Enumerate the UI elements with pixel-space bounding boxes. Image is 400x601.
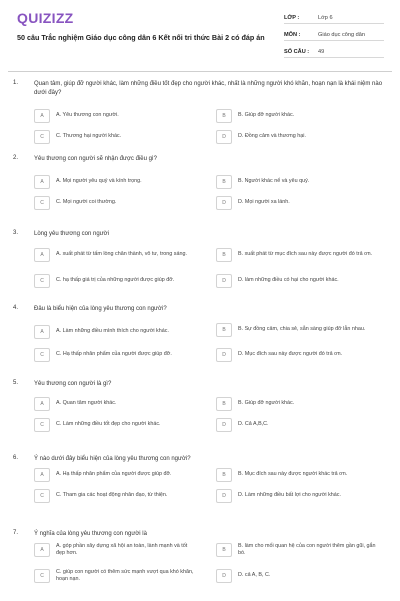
option-text: B. Người khác nể và yêu quý. — [238, 178, 310, 185]
option-text: C. giúp con người có thêm sức mạnh vượt qua khó khăn, hoạn nạn. — [56, 569, 194, 583]
option-d[interactable] — [216, 348, 376, 362]
meta-subject-label: MÔN : — [284, 32, 301, 38]
option-c[interactable] — [34, 489, 194, 503]
meta-class-value: Lớp 6 — [318, 15, 333, 21]
option-letter-box: B — [216, 248, 232, 262]
option-c[interactable] — [34, 130, 194, 144]
option-text: C. Làm những điều tốt đẹp cho người khác. — [56, 421, 161, 428]
option-d[interactable] — [216, 569, 376, 583]
option-text: C. Hạ thấp nhân phẩm của người được giúp đỡ. — [56, 351, 172, 358]
question-text: Yêu thương con người là gì? — [34, 381, 112, 387]
option-letter-box: D — [216, 569, 232, 583]
option-letter-box: B — [216, 323, 232, 337]
option-letter-box: A — [34, 175, 50, 189]
option-letter-box: A — [34, 325, 50, 339]
question-item — [0, 301, 400, 376]
option-text: C. Thương hại người khác. — [56, 133, 122, 140]
option-a[interactable] — [34, 175, 194, 189]
option-letter-box: C — [34, 489, 50, 503]
option-letter-box: C — [34, 569, 50, 583]
option-c[interactable] — [34, 274, 194, 288]
option-letter-box: D — [216, 348, 232, 362]
option-b[interactable] — [216, 175, 376, 189]
option-letter-box: D — [216, 196, 232, 210]
option-letter-box: D — [216, 418, 232, 432]
option-b[interactable] — [216, 323, 376, 337]
option-letter-box: B — [216, 397, 232, 411]
option-letter-box: D — [216, 130, 232, 144]
option-b[interactable] — [216, 248, 376, 262]
meta-panel — [284, 11, 384, 62]
option-d[interactable] — [216, 489, 376, 503]
option-letter-box: B — [216, 109, 232, 123]
option-d[interactable] — [216, 130, 376, 144]
option-letter-box: C — [34, 274, 50, 288]
option-text: C. hạ thấp giá trị của những người được giúp đỡ. — [56, 277, 175, 284]
option-text: A. xuất phát từ tấm lòng chân thành, vô tư, trong sáng. — [56, 251, 187, 258]
option-letter-box: A — [34, 543, 50, 557]
option-text: D. làm những điều có hại cho người khác. — [238, 277, 339, 284]
option-text: A. góp phần xây dựng xã hội an toàn, lành mạnh và tốt đẹp hơn. — [56, 543, 188, 557]
option-c[interactable] — [34, 196, 194, 210]
question-number: 5. — [13, 380, 19, 386]
option-text: A. Yêu thương con người. — [56, 112, 119, 119]
question-text: Yêu thương con người sẽ nhận được điều gì? — [34, 156, 157, 162]
option-text: B. xuất phát từ mục đích sau này được người đó trả ơn. — [238, 251, 373, 258]
option-d[interactable] — [216, 196, 376, 210]
option-letter-box: C — [34, 196, 50, 210]
meta-class-label: LỚP : — [284, 15, 300, 21]
question-text: Lòng yêu thương con người — [34, 231, 109, 237]
option-letter-box: A — [34, 397, 50, 411]
option-text: A. Hạ thấp nhân phẩm của người được giúp đỡ. — [56, 471, 172, 478]
option-letter-box: C — [34, 418, 50, 432]
option-letter-box: B — [216, 543, 232, 557]
worksheet-title: 50 câu Trắc nghiệm Giáo dục công dân 6 Kết nối tri thức Bài 2 có đáp án — [17, 33, 265, 42]
question-text: Ý nào dưới đây biểu hiện của lòng yêu thương con người? — [34, 456, 191, 462]
option-c[interactable] — [34, 348, 194, 362]
option-a[interactable] — [34, 325, 194, 339]
option-letter-box: A — [34, 248, 50, 262]
option-letter-box: C — [34, 348, 50, 362]
meta-count-label: SỐ CÂU : — [284, 49, 310, 55]
quizizz-logo: QUIZIZZ — [17, 10, 74, 26]
meta-row-class — [284, 11, 384, 24]
meta-subject-value: Giáo dục công dân — [318, 32, 365, 38]
question-item — [0, 151, 400, 226]
question-item — [0, 451, 400, 526]
option-letter-box: D — [216, 274, 232, 288]
question-list — [0, 76, 400, 601]
option-b[interactable] — [216, 468, 376, 482]
question-text: Đâu là biểu hiện của lòng yêu thương con người? — [34, 306, 167, 312]
question-text: Quan tâm, giúp đỡ người khác, làm những điều tốt đẹp cho người khác, nhất là những người khó khăn, hoạn nạn là khái niệm nào dưới đây? — [34, 81, 383, 96]
meta-row-subject — [284, 28, 384, 41]
option-a[interactable] — [34, 248, 194, 262]
option-text: D. Mục đích sau này được người đó trả ơn. — [238, 351, 343, 358]
question-number: 1. — [13, 80, 19, 86]
option-b[interactable] — [216, 397, 376, 411]
question-item — [0, 226, 400, 301]
option-a[interactable] — [34, 468, 194, 482]
option-text: B. Mục đích sau này được người khác trả ơn. — [238, 471, 348, 478]
question-item — [0, 76, 400, 151]
option-letter-box: D — [216, 489, 232, 503]
option-text: D. Mọi người xa lánh. — [238, 199, 290, 206]
option-d[interactable] — [216, 418, 376, 432]
question-item — [0, 526, 400, 601]
option-text: A. Quan tâm người khác. — [56, 400, 117, 407]
question-number: 2. — [13, 155, 19, 161]
header-divider — [8, 71, 392, 72]
question-number: 7. — [13, 530, 19, 536]
meta-count-value: 49 — [318, 49, 325, 55]
option-a[interactable] — [34, 397, 194, 411]
option-a[interactable] — [34, 543, 194, 558]
option-letter-box: B — [216, 468, 232, 482]
option-c[interactable] — [34, 418, 194, 432]
option-text: A. Làm những điều mình thích cho người khác. — [56, 328, 169, 335]
option-letter-box: B — [216, 175, 232, 189]
option-text: D. Cả A,B,C. — [238, 421, 269, 428]
option-d[interactable] — [216, 274, 376, 288]
option-text: B. Sự đồng cảm, chia sẻ, sẵn sàng giúp đỡ lẫn nhau. — [238, 326, 366, 333]
option-a[interactable] — [34, 109, 194, 123]
option-text: B. Giúp đỡ người khác. — [238, 400, 295, 407]
option-letter-box: C — [34, 130, 50, 144]
option-text: C. Mọi người coi thường. — [56, 199, 117, 206]
option-text: B. làm cho mối quan hệ của con người thêm gần gũi, gắn bó. — [238, 543, 376, 557]
option-letter-box: A — [34, 109, 50, 123]
option-text: B. Giúp đỡ người khác. — [238, 112, 295, 119]
option-text: D. Đồng cảm và thương hại. — [238, 133, 306, 140]
option-text: D. Làm những điều bất lợi cho người khác. — [238, 492, 341, 499]
question-text: Ý nghĩa của lòng yêu thương con người là — [34, 531, 147, 537]
question-number: 6. — [13, 455, 19, 461]
option-b[interactable] — [216, 543, 376, 558]
question-item — [0, 376, 400, 451]
meta-row-count — [284, 45, 384, 58]
question-number: 3. — [13, 230, 19, 236]
option-c[interactable] — [34, 569, 194, 584]
option-b[interactable] — [216, 109, 376, 123]
option-letter-box: A — [34, 468, 50, 482]
option-text: C. Tham gia các hoạt động nhân đạo, từ thiện. — [56, 492, 168, 499]
worksheet-header — [0, 0, 400, 62]
question-number: 4. — [13, 305, 19, 311]
option-text: A. Mọi người yêu quý và kính trọng. — [56, 178, 142, 185]
option-text: D. cả A, B, C. — [238, 572, 271, 579]
